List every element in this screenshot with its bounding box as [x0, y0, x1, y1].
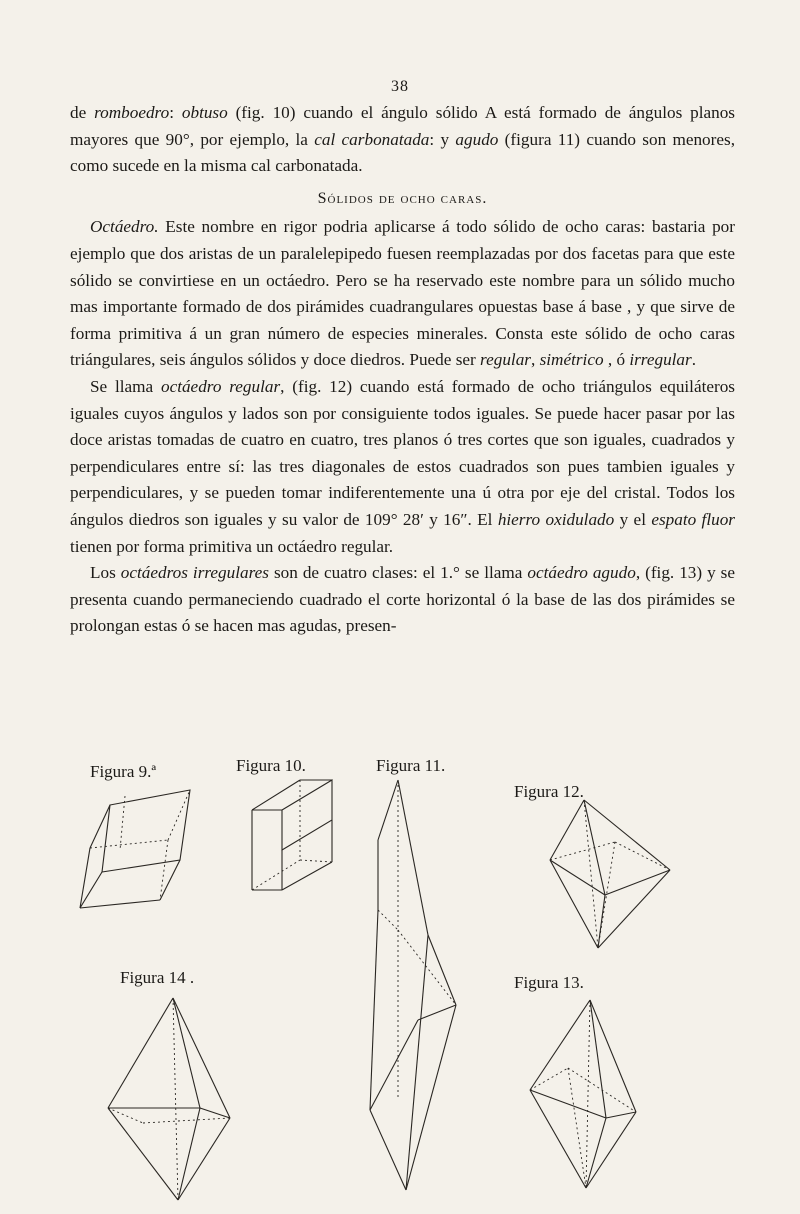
paragraph-octaedro-regular: Se llama octáedro regular, (fig. 12) cuando está formado de ocho triángulos equiláteros iguales cuyos ángulos y lados son por consiguiente todos iguales. Se puede hacer pasar por las doce aristas tomadas de cuatro en cuatro, tres planos ó tres cortes que son iguales, cuadrados y perpendiculares entre sí: las tres diagonales de estos cuadrados son pues tambien iguales y perpendiculares, y se pueden tomar indiferentemente una ú otra por eje del cristal. Todos los ángulos diedros son iguales y su valor de 109° 28′ y 16″. El hierro oxidulado y el espato fluor tienen por forma primitiva un octáedro regular. [70, 376, 735, 556]
paragraph-octaedros-irregulares: Los octáedros irregulares son de cuatro clases: el 1.° se llama octáedro agudo, (fig. 13) y se presenta cuando permaneciendo cuadrado el corte horizontal ó la base de las dos pirámides se prolongan estas ó se hacen mas agudas, presen- [70, 563, 735, 636]
figure-13-drawing [526, 1000, 646, 1190]
figure-11-drawing [370, 780, 466, 1200]
paragraph-romboedro: de romboedro: obtuso (fig. 10) cuando el ángulo sólido A está formado de ángulos planos mayores que 90°, por ejemplo, la cal carbonatada: y agudo (figura 11) cuando son menores, como sucede en la misma cal carbonatada. [70, 103, 735, 176]
figure-14-label: Figura 14 . [120, 968, 195, 987]
figure-10-drawing [252, 780, 362, 900]
body-text [70, 100, 735, 640]
figure-11-label: Figura 11. [376, 756, 446, 775]
figure-9-drawing [80, 790, 200, 970]
page-number: 38 [391, 78, 409, 95]
figure-12-label: Figura 12. [514, 782, 584, 801]
section-heading: Sólidos de ocho caras. [317, 189, 488, 207]
paragraph-octaedro: Octáedro. Este nombre en rigor podria aplicarse á todo sólido de ocho caras: bastaria por ejemplo que dos aristas de un paralelepipedo fuesen reemplazadas por dos facetas para que este sólido se convirtiese en un octáedro. Pero se ha reservado este nombre para un sólido mucho mas importante formado de dos pirámides cuadrangulares opuestas base á base , y que sirve de forma primitiva á un gran número de especies minerales. Consta este sólido de ocho caras triángulares, seis ángulos sólidos y doce diedros. Puede ser regular, simétrico , ó irregular. [70, 217, 735, 370]
figure-9-label: Figura 9.ª [90, 762, 157, 781]
figure-14-drawing [98, 998, 238, 1203]
figure-12-drawing [510, 800, 680, 950]
figure-10-label: Figura 10. [236, 756, 306, 775]
figure-13-label: Figura 13. [514, 973, 584, 992]
